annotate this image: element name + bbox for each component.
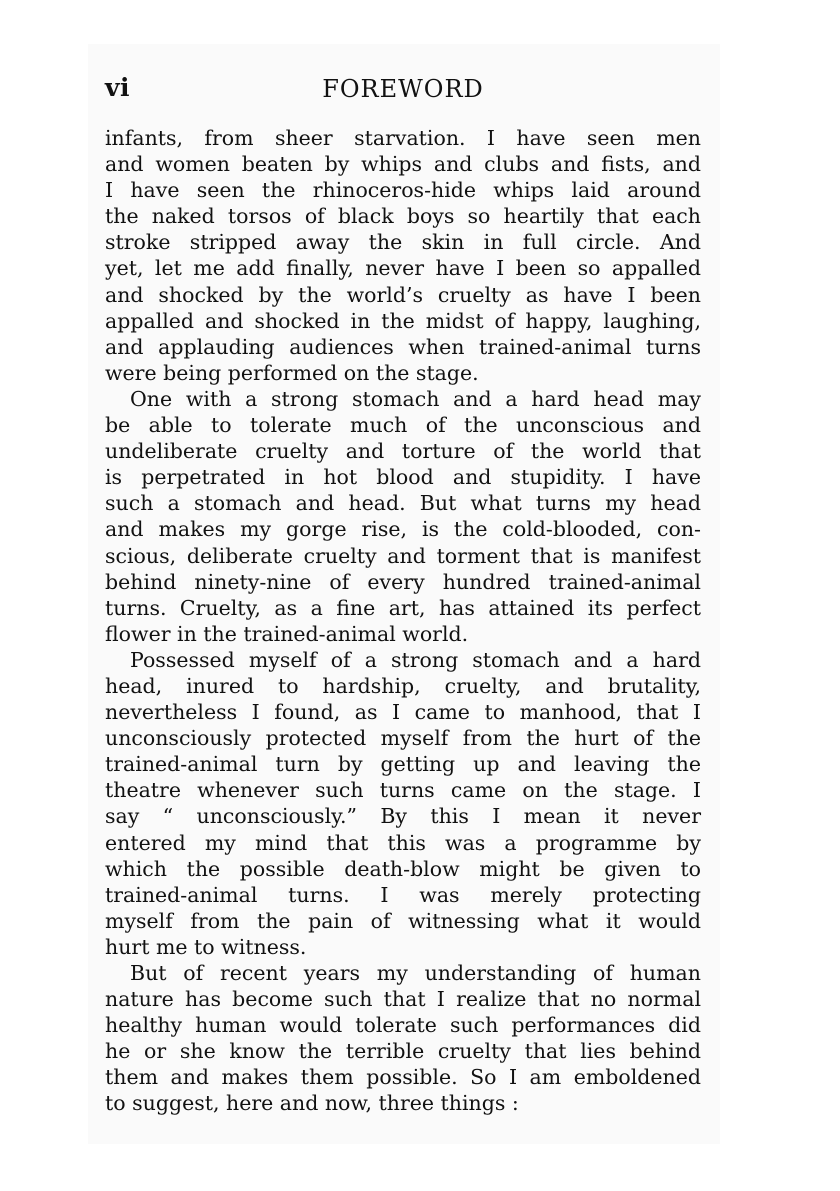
text-line: were being performed on the stage. — [105, 360, 479, 385]
text-line: undeliberate cruelty and torture of the world that — [105, 439, 701, 464]
text-line: stroke stripped away the skin in full circle. And — [105, 230, 701, 255]
text-line: appalled and shocked in the midst of happy, laughing, — [105, 308, 701, 333]
text-line: he or she know the terrible cruelty that lies behind — [105, 1039, 701, 1064]
page-header — [105, 73, 701, 109]
text-line: hurt me to witness. — [105, 934, 307, 959]
text-line: I have seen the rhinoceros-hide whips laid around — [105, 178, 701, 203]
text-line: them and makes them possible. So I am emboldened — [105, 1065, 701, 1090]
text-line: and women beaten by whips and clubs and fists, and — [105, 152, 701, 177]
text-line: which the possible death-blow might be given to — [105, 856, 701, 881]
text-line: and shocked by the world’s cruelty as have I been — [105, 282, 701, 307]
text-line: unconsciously protected myself from the hurt of the — [105, 726, 701, 751]
text-line: nevertheless I found, as I came to manhood, that I — [105, 700, 701, 725]
body-text — [105, 125, 701, 1117]
text-line: trained-animal turns. I was merely protecting — [105, 882, 701, 907]
text-line: One with a strong stomach and a hard head may — [130, 386, 701, 411]
text-line: healthy human would tolerate such performances did — [105, 1013, 701, 1038]
text-line: infants, from sheer starvation. I have seen men — [105, 126, 701, 150]
text-line: But of recent years my understanding of human — [130, 961, 701, 985]
text-line: nature has become such that I realize that no normal — [105, 987, 701, 1012]
text-line: say “ unconsciously.” By this I mean it never — [105, 804, 701, 829]
text-line: yet, let me add finally, never have I been so appalled — [105, 256, 701, 281]
text-line: behind ninety-nine of every hundred trained-animal — [105, 569, 701, 594]
text-line: is perpetrated in hot blood and stupidity. I have — [105, 465, 701, 490]
running-head: FOREWORD — [322, 75, 484, 103]
text-line: and makes my gorge rise, is the cold-blooded, con- — [105, 517, 701, 542]
text-line: entered my mind that this was a programme by — [105, 830, 701, 855]
text-line: be able to tolerate much of the unconscious and — [105, 413, 701, 438]
text-line: myself from the pain of witnessing what it would — [105, 908, 701, 933]
text-line: the naked torsos of black boys so heartily that each — [105, 204, 701, 229]
text-line: flower in the trained-animal world. — [105, 621, 469, 646]
text-line: to suggest, here and now, three things : — [105, 1091, 519, 1116]
text-line: such a stomach and head. But what turns my head — [105, 491, 701, 516]
text-line: Possessed myself of a strong stomach and a hard — [130, 647, 701, 672]
text-line: theatre whenever such turns came on the stage. I — [105, 778, 701, 803]
text-line: and applauding audiences when trained-animal turns — [105, 334, 701, 359]
page-number: vi — [105, 73, 131, 102]
text-line: turns. Cruelty, as a fine art, has attained its perfect — [105, 595, 701, 620]
text-line: trained-animal turn by getting up and leaving the — [105, 752, 701, 777]
text-line: head, inured to hardship, cruelty, and brutality, — [105, 673, 701, 698]
text-line: scious, deliberate cruelty and torment that is manifest — [105, 543, 701, 568]
